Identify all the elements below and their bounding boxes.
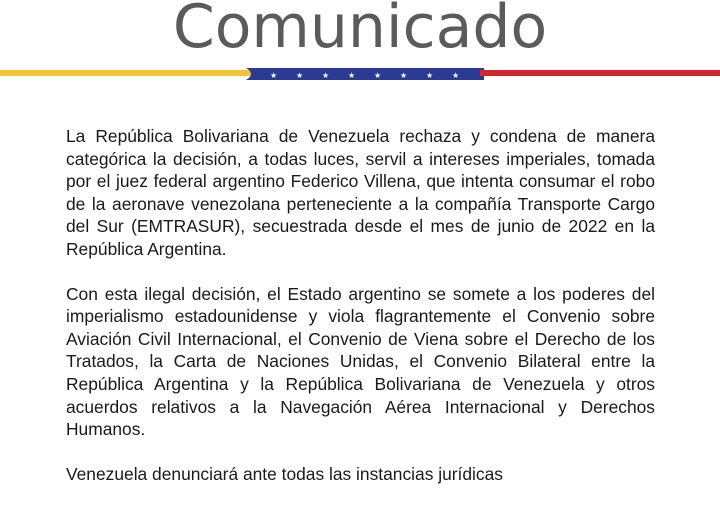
communique-body [66,125,655,507]
svg-text:★: ★ [452,71,460,80]
document-title: Comunicado [172,0,548,62]
svg-text:★: ★ [426,71,434,80]
svg-text:★: ★ [270,71,278,80]
svg-text:★: ★ [322,71,330,80]
paragraph-3: Venezuela denunciará ante todas las instancias jurídicas [66,463,503,484]
svg-text:★: ★ [374,71,382,80]
flag-stripe-graphic [0,62,720,84]
svg-text:★: ★ [296,71,304,80]
paragraph-1: La República Bolivariana de Venezuela rechaza y condena de manera categórica la decisión, a todas luces, servil a intereses imperiales, tomada por el juez federal argentino Federico Villena, que intenta consumar el robo de la aeronave venezolana perteneciente a la compañía Transporte Cargo del Sur (EMTRASUR), secuestrada desde el mes de junio de 2022 en la República Argentina. [66,126,655,259]
header [0,0,720,62]
svg-text:★: ★ [400,71,408,80]
svg-text:★: ★ [348,71,356,80]
paragraph-2: Con esta ilegal decisión, el Estado argentino se somete a los poderes del imperialismo estadounidense y viola flagrantemente el Convenio sobre Aviación Civil Internacional, el Convenio de Viena sobre el Derecho de los Tratados, la Carta de Naciones Unidas, el Convenio Bilateral entre la República Argentina y la República Bolivariana de Venezuela y otros acuerdos relativos a la Navegación Aérea Internacional y Derechos Humanos. [66,283,655,440]
flag-stripe [0,62,720,84]
